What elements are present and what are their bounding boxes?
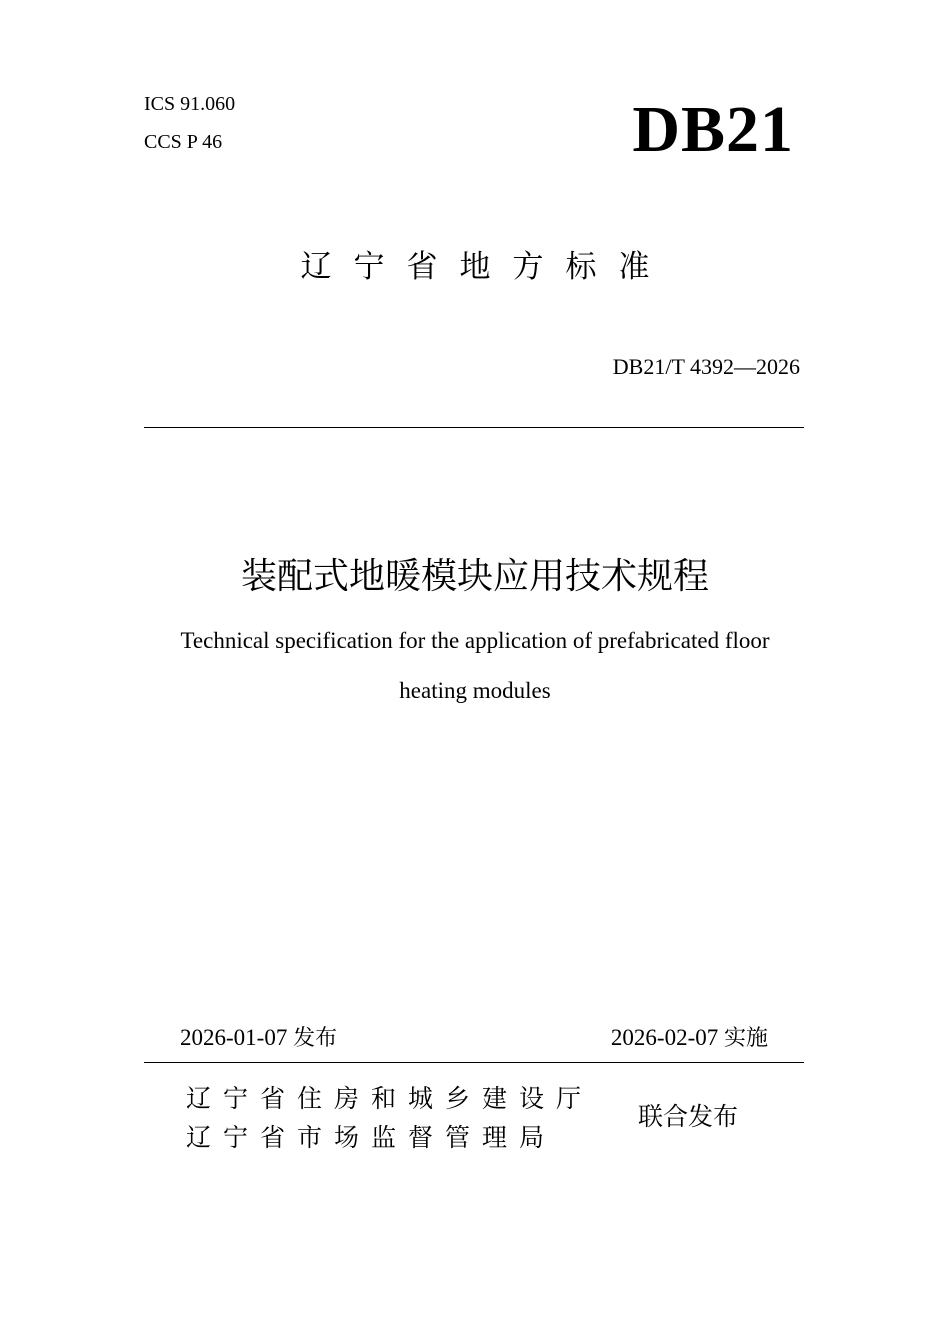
standard-type: 辽宁省地方标准 xyxy=(300,249,672,285)
publisher-market-regulation: 辽宁省市场监督管理局 xyxy=(186,1123,557,1152)
document-title-english-line1: Technical specification for the application of prefabricated floor xyxy=(180,628,770,653)
issue-date: 2026-01-07 xyxy=(180,1025,288,1050)
joint-publication-label: 联合发布 xyxy=(638,1102,739,1131)
issue-date-block xyxy=(180,1022,337,1055)
ics-code: ICS 91.060 xyxy=(144,93,236,115)
publisher-housing-department: 辽宁省住房和城乡建设厅 xyxy=(186,1084,594,1113)
implementation-date-block xyxy=(611,1022,768,1055)
implementation-date: 2026-02-07 xyxy=(610,1025,719,1050)
standard-number: DB21/T 4392—2026 xyxy=(612,354,800,379)
ccs-code: CCS P 46 xyxy=(144,131,223,153)
top-divider xyxy=(144,427,804,428)
document-title-chinese: 装配式地暖模块应用技术规程 xyxy=(240,556,709,597)
implementation-label: 实施 xyxy=(723,1026,768,1051)
bottom-divider xyxy=(144,1062,804,1063)
document-title-english-line2: heating modules xyxy=(399,678,551,703)
standard-mark: DB21 xyxy=(632,93,794,166)
issue-label: 发布 xyxy=(293,1026,338,1051)
